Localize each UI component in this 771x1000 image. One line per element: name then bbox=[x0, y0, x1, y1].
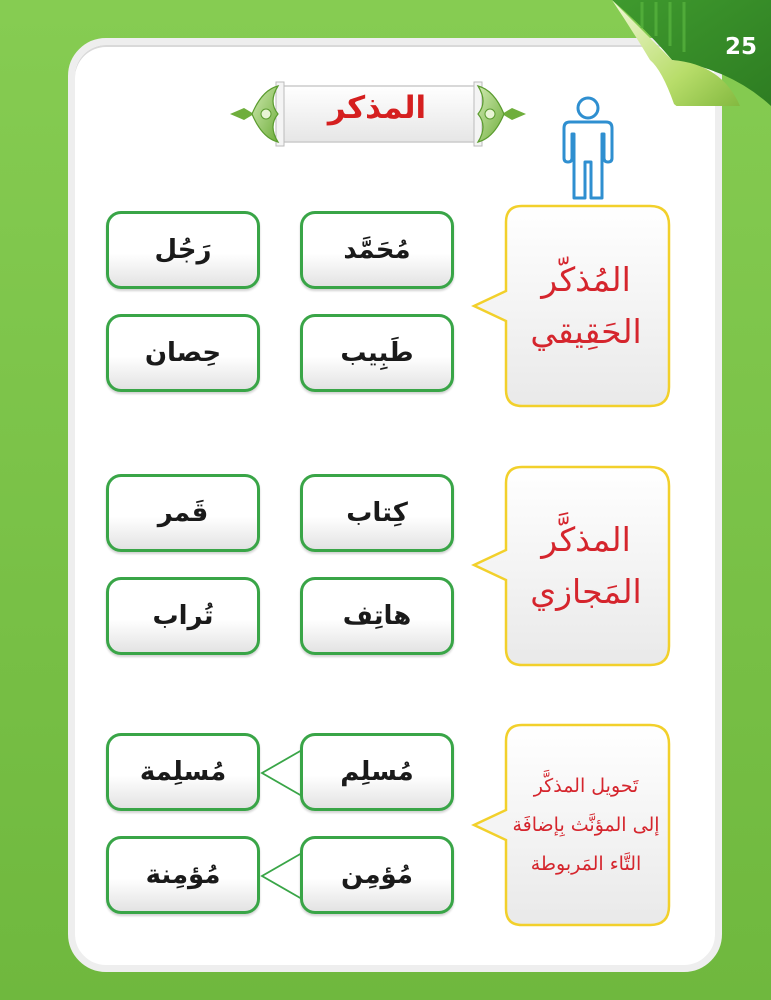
word-box: هاتِف bbox=[300, 577, 454, 655]
page-corner-fold-icon bbox=[612, 0, 771, 106]
category-line: المَجازي bbox=[530, 572, 642, 611]
word-box: مُؤمِنة bbox=[106, 836, 260, 914]
word-box: قَمر bbox=[106, 474, 260, 552]
word-box: مُسلِمة bbox=[106, 733, 260, 811]
category-callout-feminine-conversion bbox=[470, 722, 672, 928]
left-arrow-icon bbox=[258, 851, 304, 901]
word-box: مُحَمَّد bbox=[300, 211, 454, 289]
category-line: إلى المؤنَّث بِإضافَة bbox=[512, 813, 660, 836]
word-box: مُؤمِن bbox=[300, 836, 454, 914]
category-line: تَحويل المذكَّر bbox=[533, 774, 639, 797]
word-box: طَبِيب bbox=[300, 314, 454, 392]
word-box: تُراب bbox=[106, 577, 260, 655]
category-callout-real-masculine bbox=[470, 203, 672, 409]
word-box: حِصان bbox=[106, 314, 260, 392]
page-number: 25 bbox=[724, 34, 757, 60]
word-box: رَجُل bbox=[106, 211, 260, 289]
category-line: المذكَّر bbox=[541, 520, 631, 559]
left-arrow-icon bbox=[258, 748, 304, 798]
category-line: الحَقِيقي bbox=[530, 312, 642, 351]
word-box: مُسلِم bbox=[300, 733, 454, 811]
category-callout-figurative-masculine bbox=[470, 464, 672, 668]
male-person-icon bbox=[556, 96, 620, 202]
category-line: التَّاء المَربوطة bbox=[530, 852, 642, 875]
title-banner bbox=[228, 72, 528, 158]
category-line: المُذكّر bbox=[541, 260, 631, 299]
word-box: كِتاب bbox=[300, 474, 454, 552]
page-corner bbox=[612, 0, 771, 106]
page-title: المذكر bbox=[327, 90, 427, 126]
